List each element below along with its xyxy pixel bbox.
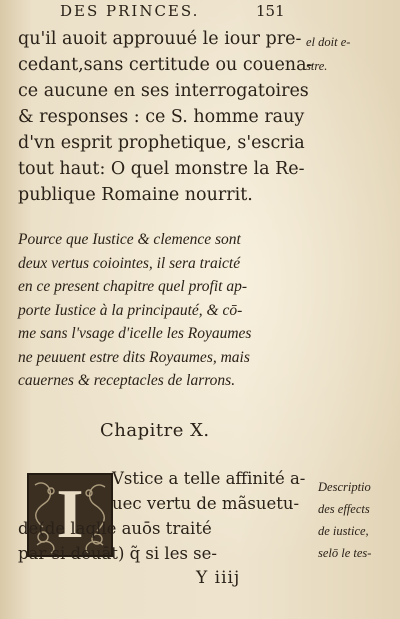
margin-note-line: des effects [318,502,370,516]
chapter-summary [18,228,363,393]
body-line: & responses : ce S. homme rauy [18,107,305,127]
page-number: 151 [256,2,285,20]
summary-line: en ce present chapitre quel profit ap- [18,278,247,295]
body-line: publique Romaine nourrit. [18,185,253,205]
chapter-line: par si deuāt) q̃ si les se- [18,544,217,563]
summary-line: Pource que Iustice & clemence sont [18,231,241,248]
margin-note-line: de iustice, [318,524,369,538]
body-line: d'vn esprit prophetique, s'escria [18,133,305,153]
running-head-title: DES PRINCES. [60,2,200,20]
signature-mark: Y iiij [196,568,241,588]
running-head [60,2,350,20]
body-line: ce aucune en ses interrogatoires [18,81,309,101]
chapter-line: uec vertu de mãsuetu- [112,494,300,513]
chapter-line: Vstice a telle affinité a- [112,469,306,488]
summary-line: me sans l'vsage d'icelle les Royaumes [18,325,252,342]
body-line: cedant,sans certitude ou couena- [18,55,313,75]
body-text [18,26,318,208]
chapter-title: Chapitre X. [100,420,210,441]
margin-note-bottom [318,476,371,564]
margin-note-line: selō le tes- [318,546,372,560]
chapter-line: de(de laqlle auōs traité [18,519,212,538]
summary-line: cauernes & receptacles de larrons. [18,372,236,389]
body-line: qu'il auoit approuué le iour pre- [18,29,302,49]
margin-note-top [306,30,350,78]
chapter-body [18,466,317,566]
margin-note-line: el doit e- [306,35,351,49]
summary-line: ne peuuent estre dits Royaumes, mais [18,348,250,366]
summary-line: porte Iustice à la principauté, & cō- [18,301,243,319]
initial-letter: I [56,476,84,553]
margin-note-line: stre. [306,59,328,73]
margin-note-line: Descriptio [318,480,371,494]
body-line: tout haut: O quel monstre la Re- [18,159,305,179]
summary-line: deux vertus coiointes, il sera traicté [18,254,241,272]
